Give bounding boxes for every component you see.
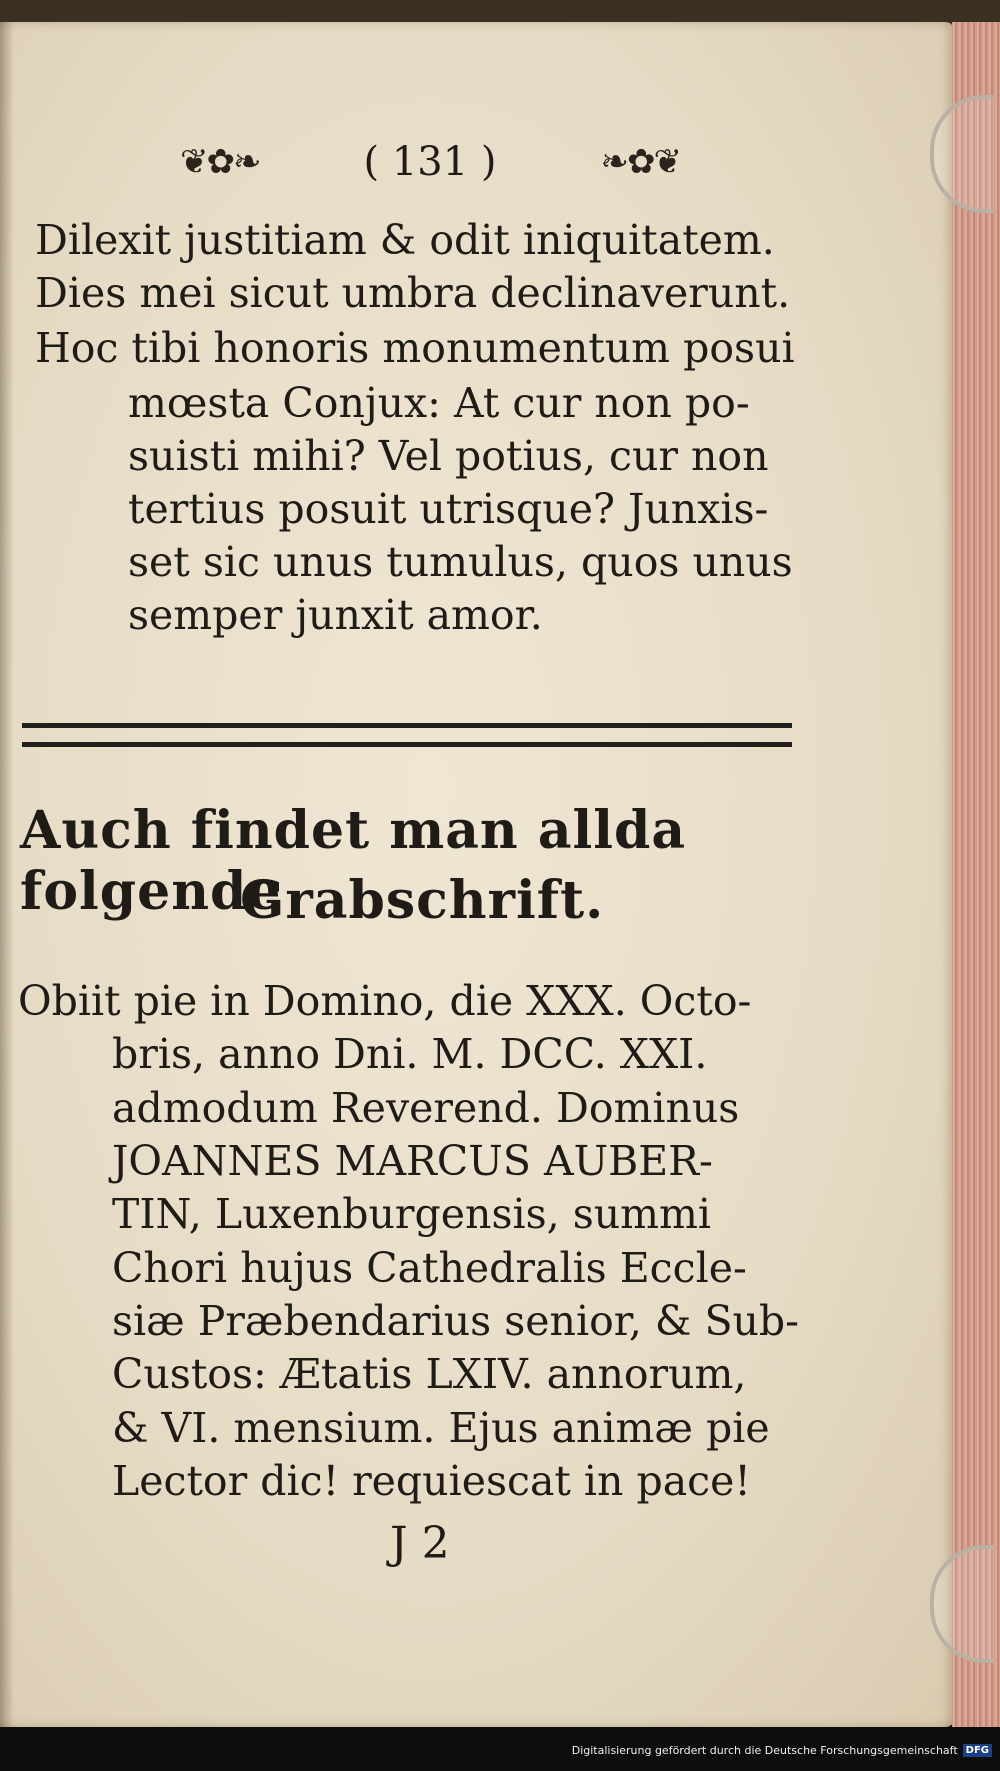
ornament-left-icon: ❦✿❧ [180, 142, 260, 182]
top-border [0, 0, 1000, 24]
section-heading-continued: Grabschrift. [240, 870, 605, 931]
latin-line: mœsta Conjux: At cur non po- [128, 379, 750, 427]
ornament-right-icon: ❧✿❦ [600, 142, 680, 182]
latin-line: suisti mihi? Vel potius, cur non [128, 432, 769, 480]
latin-line: semper junxit amor. [128, 591, 543, 639]
epitaph-line: siæ Præbendarius senior, & Sub- [112, 1297, 800, 1345]
page-header [180, 132, 680, 192]
latin-line: Dies mei sicut umbra declinaverunt. [35, 269, 791, 317]
latin-line: Dilexit justitiam & odit iniquitatem. [35, 216, 775, 264]
latin-line: Hoc tibi honoris monumentum posui [35, 324, 795, 372]
epitaph-line: JOANNES MARCUS AUBER- [112, 1137, 713, 1185]
credit-text: Digitalisierung gefördert durch die Deutsche Forschungsgemeinschaft [571, 1744, 958, 1757]
epitaph-line: Obiit pie in Domino, die XXX. Octo- [18, 977, 752, 1025]
signature-mark: J 2 [390, 1518, 450, 1569]
page-number: ( 131 ) [363, 139, 497, 185]
latin-line: set sic unus tumulus, quos unus [128, 538, 793, 586]
epitaph-line: bris, anno Dni. M. DCC. XXI. [112, 1030, 708, 1078]
gutter-shadow [0, 22, 14, 1727]
epitaph-line: Lector dic! requiescat in pace! [112, 1457, 751, 1505]
epitaph-line: & VI. mensium. Ejus animæ pie [112, 1404, 770, 1452]
dfg-logo: DFG [963, 1744, 992, 1757]
page-edge [952, 22, 1000, 1727]
latin-line: tertius posuit utrisque? Junxis- [128, 485, 769, 533]
epitaph-line: Chori hujus Cathedralis Eccle- [112, 1244, 747, 1292]
section-heading: Auch findet man allda folgende [20, 800, 687, 922]
digitization-credit [572, 1744, 992, 1757]
epitaph-line: Custos: Ætatis LXIV. annorum, [112, 1350, 747, 1398]
epitaph-line: TIN, Luxenburgensis, summi [112, 1190, 712, 1238]
epitaph-line: admodum Reverend. Dominus [112, 1084, 740, 1132]
section-divider [22, 723, 792, 747]
